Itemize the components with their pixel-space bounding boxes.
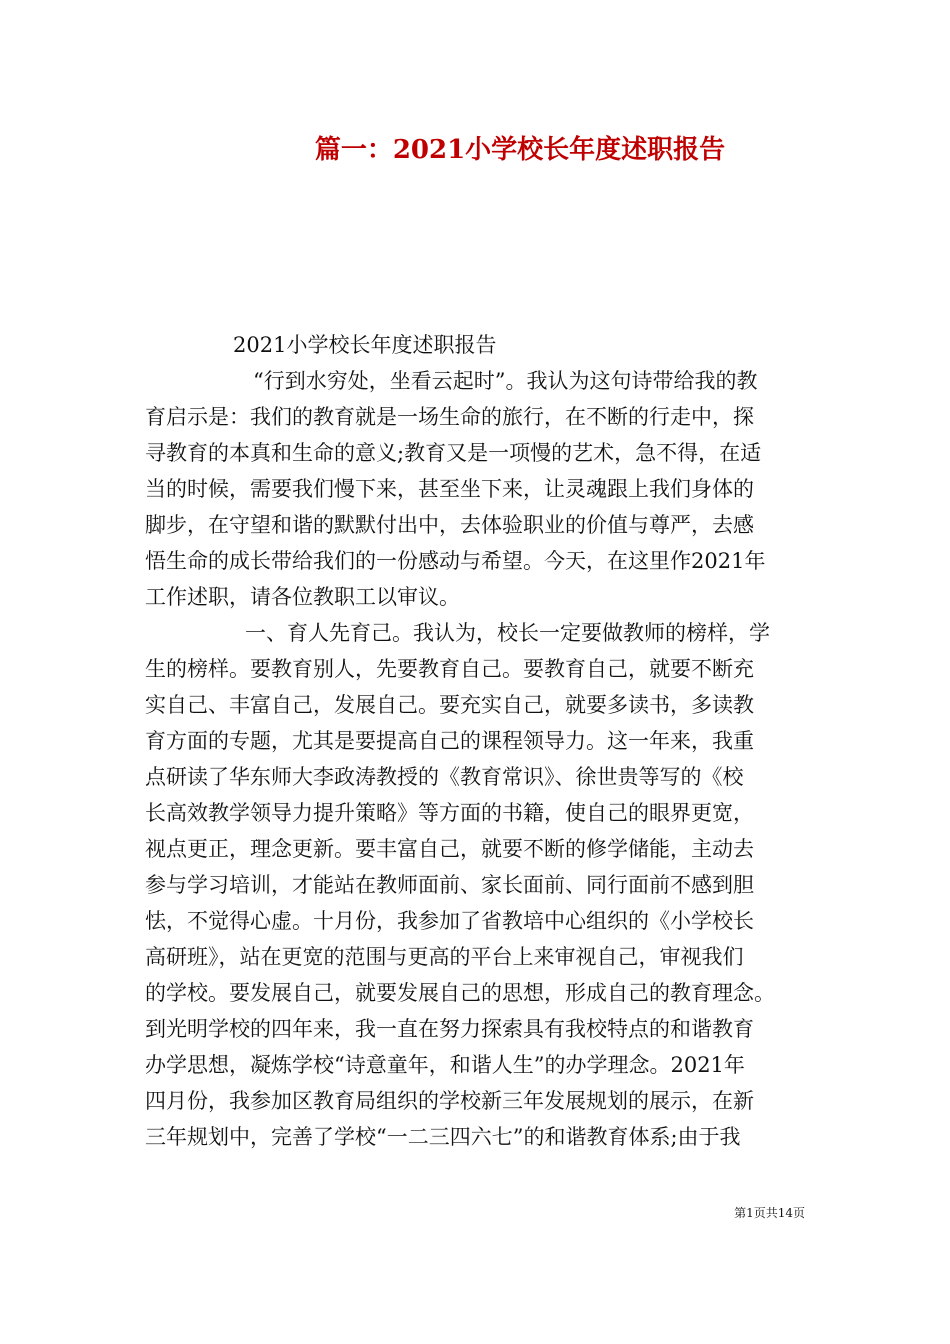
text-line: 悟生命的成长带给我们的一份感动与希望。今天，在这里作2021年 (145, 549, 766, 573)
text-line: 参与学习培训，才能站在教师面前、家长面前、同行面前不感到胆 (145, 873, 754, 897)
text-line: “行到水穷处，坐看云起时”。我认为这句诗带给我的教 (253, 369, 758, 393)
text-line: 点研读了华东师大李政涛教授的《教育常识》、徐世贵等写的《校 (145, 765, 744, 789)
text-line: 办学思想，凝炼学校“诗意童年，和谐人生”的办学理念。2021年 (145, 1053, 745, 1077)
text-line: 脚步，在守望和谐的默默付出中，去体验职业的价值与尊严，去感 (145, 513, 754, 537)
text-line: 到光明学校的四年来，我一直在努力探索具有我校特点的和谐教育 (145, 1017, 754, 1041)
text-line: 四月份，我参加区教育局组织的学校新三年发展规划的展示，在新 (145, 1089, 754, 1113)
text-line: 寻教育的本真和生命的意义;教育又是一项慢的艺术，急不得，在适 (145, 441, 762, 465)
text-line: 怯，不觉得心虚。十月份，我参加了省教培中心组织的《小学校长 (145, 909, 754, 933)
text-line: 长高效教学领导力提升策略》等方面的书籍，使自己的眼界更宽， (145, 801, 754, 825)
text-line: 的学校。要发展自己，就要发展自己的思想，形成自己的教育理念。 (145, 981, 775, 1005)
text-line: 视点更正，理念更新。要丰富自己，就要不断的修学储能，主动去 (145, 837, 754, 861)
text-line: 实自己、丰富自己，发展自己。要充实自己，就要多读书，多读教 (145, 693, 754, 717)
text-line: 育方面的专题，尤其是要提高自己的课程领导力。这一年来，我重 (145, 729, 754, 753)
text-line: 一、育人先育己。我认为，校长一定要做教师的榜样，学 (245, 621, 770, 645)
text-line: 育启示是：我们的教育就是一场生命的旅行，在不断的行走中，探 (145, 405, 754, 429)
body-text (145, 327, 810, 1155)
page-number-footer: 第1页共14页 (734, 1206, 805, 1220)
text-line: 当的时候，需要我们慢下来，甚至坐下来，让灵魂跟上我们身体的 (145, 477, 754, 501)
text-line: 三年规划中，完善了学校“一二三四六七”的和谐教育体系;由于我 (145, 1125, 741, 1149)
text-line: 生的榜样。要教育别人，先要教育自己。要教育自己，就要不断充 (145, 657, 754, 681)
text-line: 高研班》，站在更宽的范围与更高的平台上来审视自己，审视我们 (145, 945, 744, 969)
document-title: 篇一：2021小学校长年度述职报告 (314, 135, 726, 165)
text-line: 2021小学校长年度述职报告 (233, 333, 497, 357)
text-line: 工作述职，请各位教职工以审议。 (145, 585, 460, 609)
